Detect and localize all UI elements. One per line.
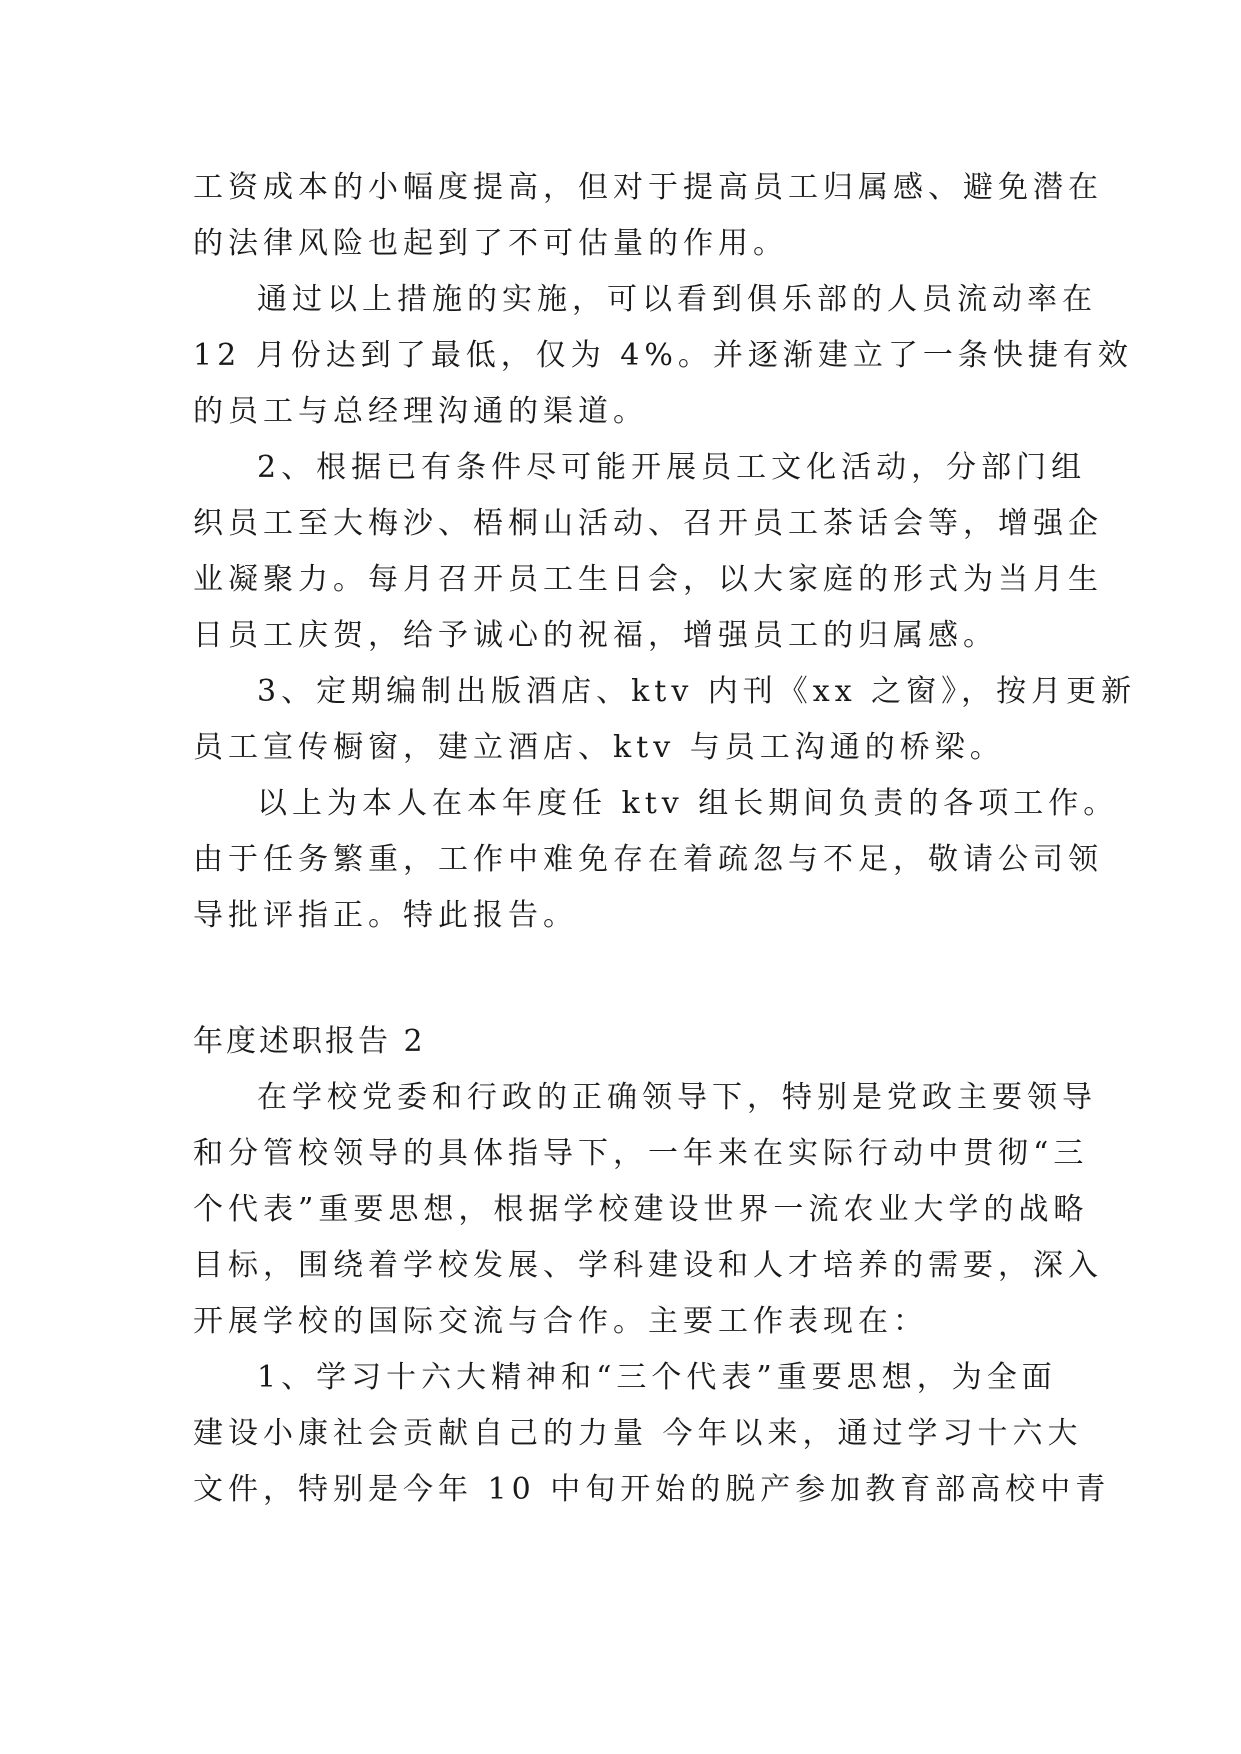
text-line: 以上为本人在本年度任 ktv 组长期间负责的各项工作。 (257, 786, 1119, 821)
text-line: 在学校党委和行政的正确领导下，特别是党政主要领导 (257, 1080, 1097, 1115)
text-line: 织员工至大梅沙、梧桐山活动、召开员工茶话会等，增强企 (193, 506, 1103, 541)
text-line: 目标，围绕着学校发展、学科建设和人才培养的需要，深入 (193, 1248, 1103, 1283)
paragraph-intro (193, 1070, 1103, 1350)
text-line: 文件，特别是今年 10 中旬开始的脱产参加教育部高校中青 (193, 1472, 1111, 1507)
section-title: 年度述职报告 2 (193, 1024, 426, 1059)
paragraph-culture-activities (193, 440, 1103, 664)
text-line: 工资成本的小幅度提高，但对于提高员工归属感、避免潜在 (193, 170, 1103, 205)
paragraph-salary-cost (193, 160, 1103, 272)
text-line: 导批评指正。特此报告。 (193, 898, 578, 933)
paragraph-closing (193, 776, 1119, 944)
text-line: 和分管校领导的具体指导下，一年来在实际行动中贯彻“三 (193, 1136, 1089, 1171)
text-line: 建设小康社会贡献自己的力量 今年以来，通过学习十六大 (193, 1416, 1083, 1451)
text-line: 员工宣传橱窗，建立酒店、ktv 与员工沟通的桥梁。 (193, 730, 1005, 765)
text-line: 个代表”重要思想，根据学校建设世界一流农业大学的战略 (193, 1192, 1089, 1227)
text-line: 日员工庆贺，给予诚心的祝福，增强员工的归属感。 (193, 618, 998, 653)
text-line: 3、定期编制出版酒店、ktv 内刊《xx 之窗》，按月更新 (257, 674, 1137, 709)
text-line: 1、学习十六大精神和“三个代表”重要思想，为全面 (257, 1360, 1057, 1395)
text-line: 2、根据已有条件尽可能开展员工文化活动，分部门组 (257, 450, 1087, 485)
text-line: 业凝聚力。每月召开员工生日会，以大家庭的形式为当月生 (193, 562, 1103, 597)
text-line: 通过以上措施的实施，可以看到俱乐部的人员流动率在 (257, 282, 1097, 317)
text-line: 开展学校的国际交流与合作。主要工作表现在： (193, 1304, 928, 1339)
paragraph-study (193, 1350, 1111, 1518)
document-page (193, 160, 1137, 1518)
text-line: 的法律风险也起到了不可估量的作用。 (193, 226, 788, 261)
text-line: 由于任务繁重，工作中难免存在着疏忽与不足，敬请公司领 (193, 842, 1103, 877)
text-line: 12 月份达到了最低，仅为 4%。并逐渐建立了一条快捷有效 (193, 338, 1133, 373)
paragraph-turnover-rate (193, 272, 1133, 440)
text-line: 的员工与总经理沟通的渠道。 (193, 394, 648, 429)
paragraph-internal-magazine (193, 664, 1137, 776)
section-gap (193, 944, 1053, 1014)
